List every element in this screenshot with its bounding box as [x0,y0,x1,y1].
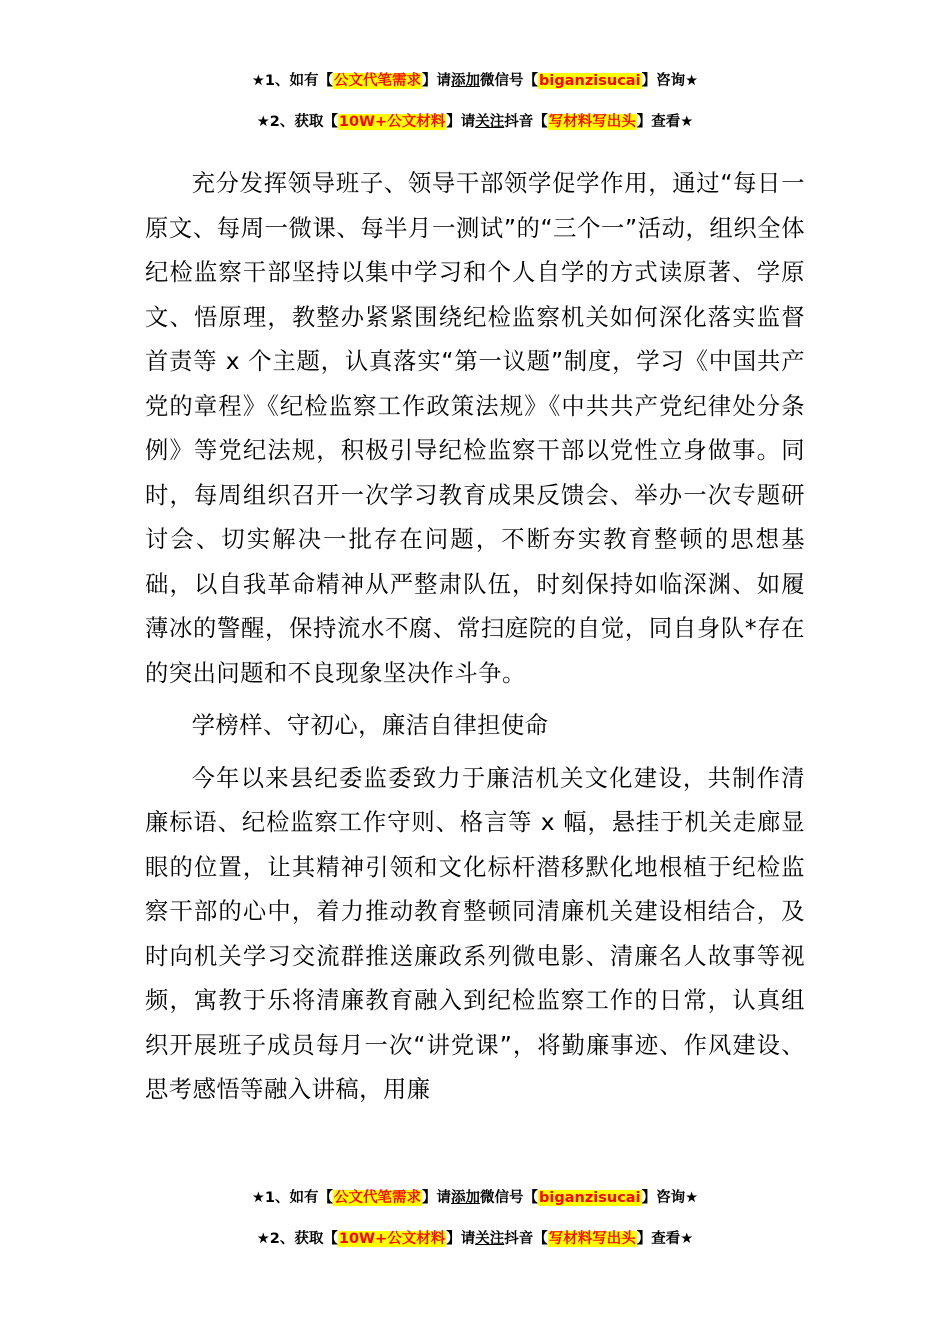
notice-text: 】请 [422,73,452,89]
highlight-materials: 10W+公文材料 [338,114,446,130]
notice-text: 微信号【 [480,73,539,89]
header-notice-line-2 [0,111,950,133]
paragraph-2: 今年以来县纪委监委致力于廉洁机关文化建设，共制作清廉标语、纪检监察工作守则、格言等 x 幅，悬挂于机关走廊显眼的位置，让其精神引领和文化标杆潜移默化地根植于纪检监察干部的心中，着力推动教育整顿同清廉机关建设相结合，及时向机关学习交流群推送廉政系列微电影、清廉名人故事等视频，寓教于乐将清廉教育融入到纪检监察工作的日常，认真组织开展班子成员每月一次“讲党课”，将勤廉事迹、作风建设、思考感悟等融入讲稿，用廉 [145,764,805,1103]
douyin-account-highlight: 写材料写出头 [548,114,636,130]
notice-text: 抖音【 [504,114,548,130]
section-heading: 学榜样、守初心，廉洁自律担使命 [191,712,549,739]
wechat-id-highlight: biganzisucai [539,73,641,89]
header-notice-line-1 [0,70,950,92]
emphasis-add: 添加 [451,1190,481,1206]
notice-text: 】请 [446,1231,476,1247]
notice-text: 】咨询★ [641,73,699,89]
emphasis-follow: 关注 [475,114,505,130]
notice-text: 】咨询★ [641,1190,699,1206]
paragraph-1: 充分发挥领导班子、领导干部领学促学作用，通过“每日一原文、每周一微课、每半月一测试”的“三个一”活动，组织全体纪检监察干部坚持以集中学习和个人自学的方式读原著、学原文、悟原理，教整办紧紧围绕纪检监察机关如何深化落实监督首责等 x 个主题，认真落实“第一议题”制度，学习《中国共产党的章程》《纪检监察工作政策法规》《中共共产党纪律处分条例》等党纪法规，积极引导纪检监察干部以党性立身做事。同时，每周组织召开一次学习教育成果反馈会、举办一次专题研讨会、切实解决一批存在问题，不断夯实教育整顿的思想基础，以自我革命精神从严整肃队伍，时刻保持如临深渊、如履薄冰的警醒，保持流水不腐、常扫庭院的自觉，同自身队*存在的突出问题和不良现象坚决作斗争。 [145,170,805,687]
notice-text: 抖音【 [504,1231,548,1247]
document-body [145,162,805,1113]
douyin-account-highlight: 写材料写出头 [548,1231,636,1247]
footer-notice-line-1 [0,1187,950,1209]
notice-text: 】请 [446,114,476,130]
star-prefix-text: ★1、如有【 [251,1190,334,1206]
highlight-materials: 10W+公文材料 [338,1231,446,1247]
footer-notice-line-2 [0,1228,950,1250]
star-prefix-text: ★1、如有【 [251,73,334,89]
star-prefix-text: ★2、获取【 [256,1231,338,1247]
emphasis-add: 添加 [451,73,481,89]
emphasis-follow: 关注 [475,1231,505,1247]
notice-text: 微信号【 [480,1190,539,1206]
notice-text: 】查看★ [636,1231,694,1247]
star-prefix-text: ★2、获取【 [256,114,338,130]
notice-text: 】查看★ [636,114,694,130]
highlight-writing-service: 公文代笔需求 [334,73,422,89]
highlight-writing-service: 公文代笔需求 [334,1190,422,1206]
notice-text: 】请 [422,1190,452,1206]
wechat-id-highlight: biganzisucai [539,1190,641,1206]
